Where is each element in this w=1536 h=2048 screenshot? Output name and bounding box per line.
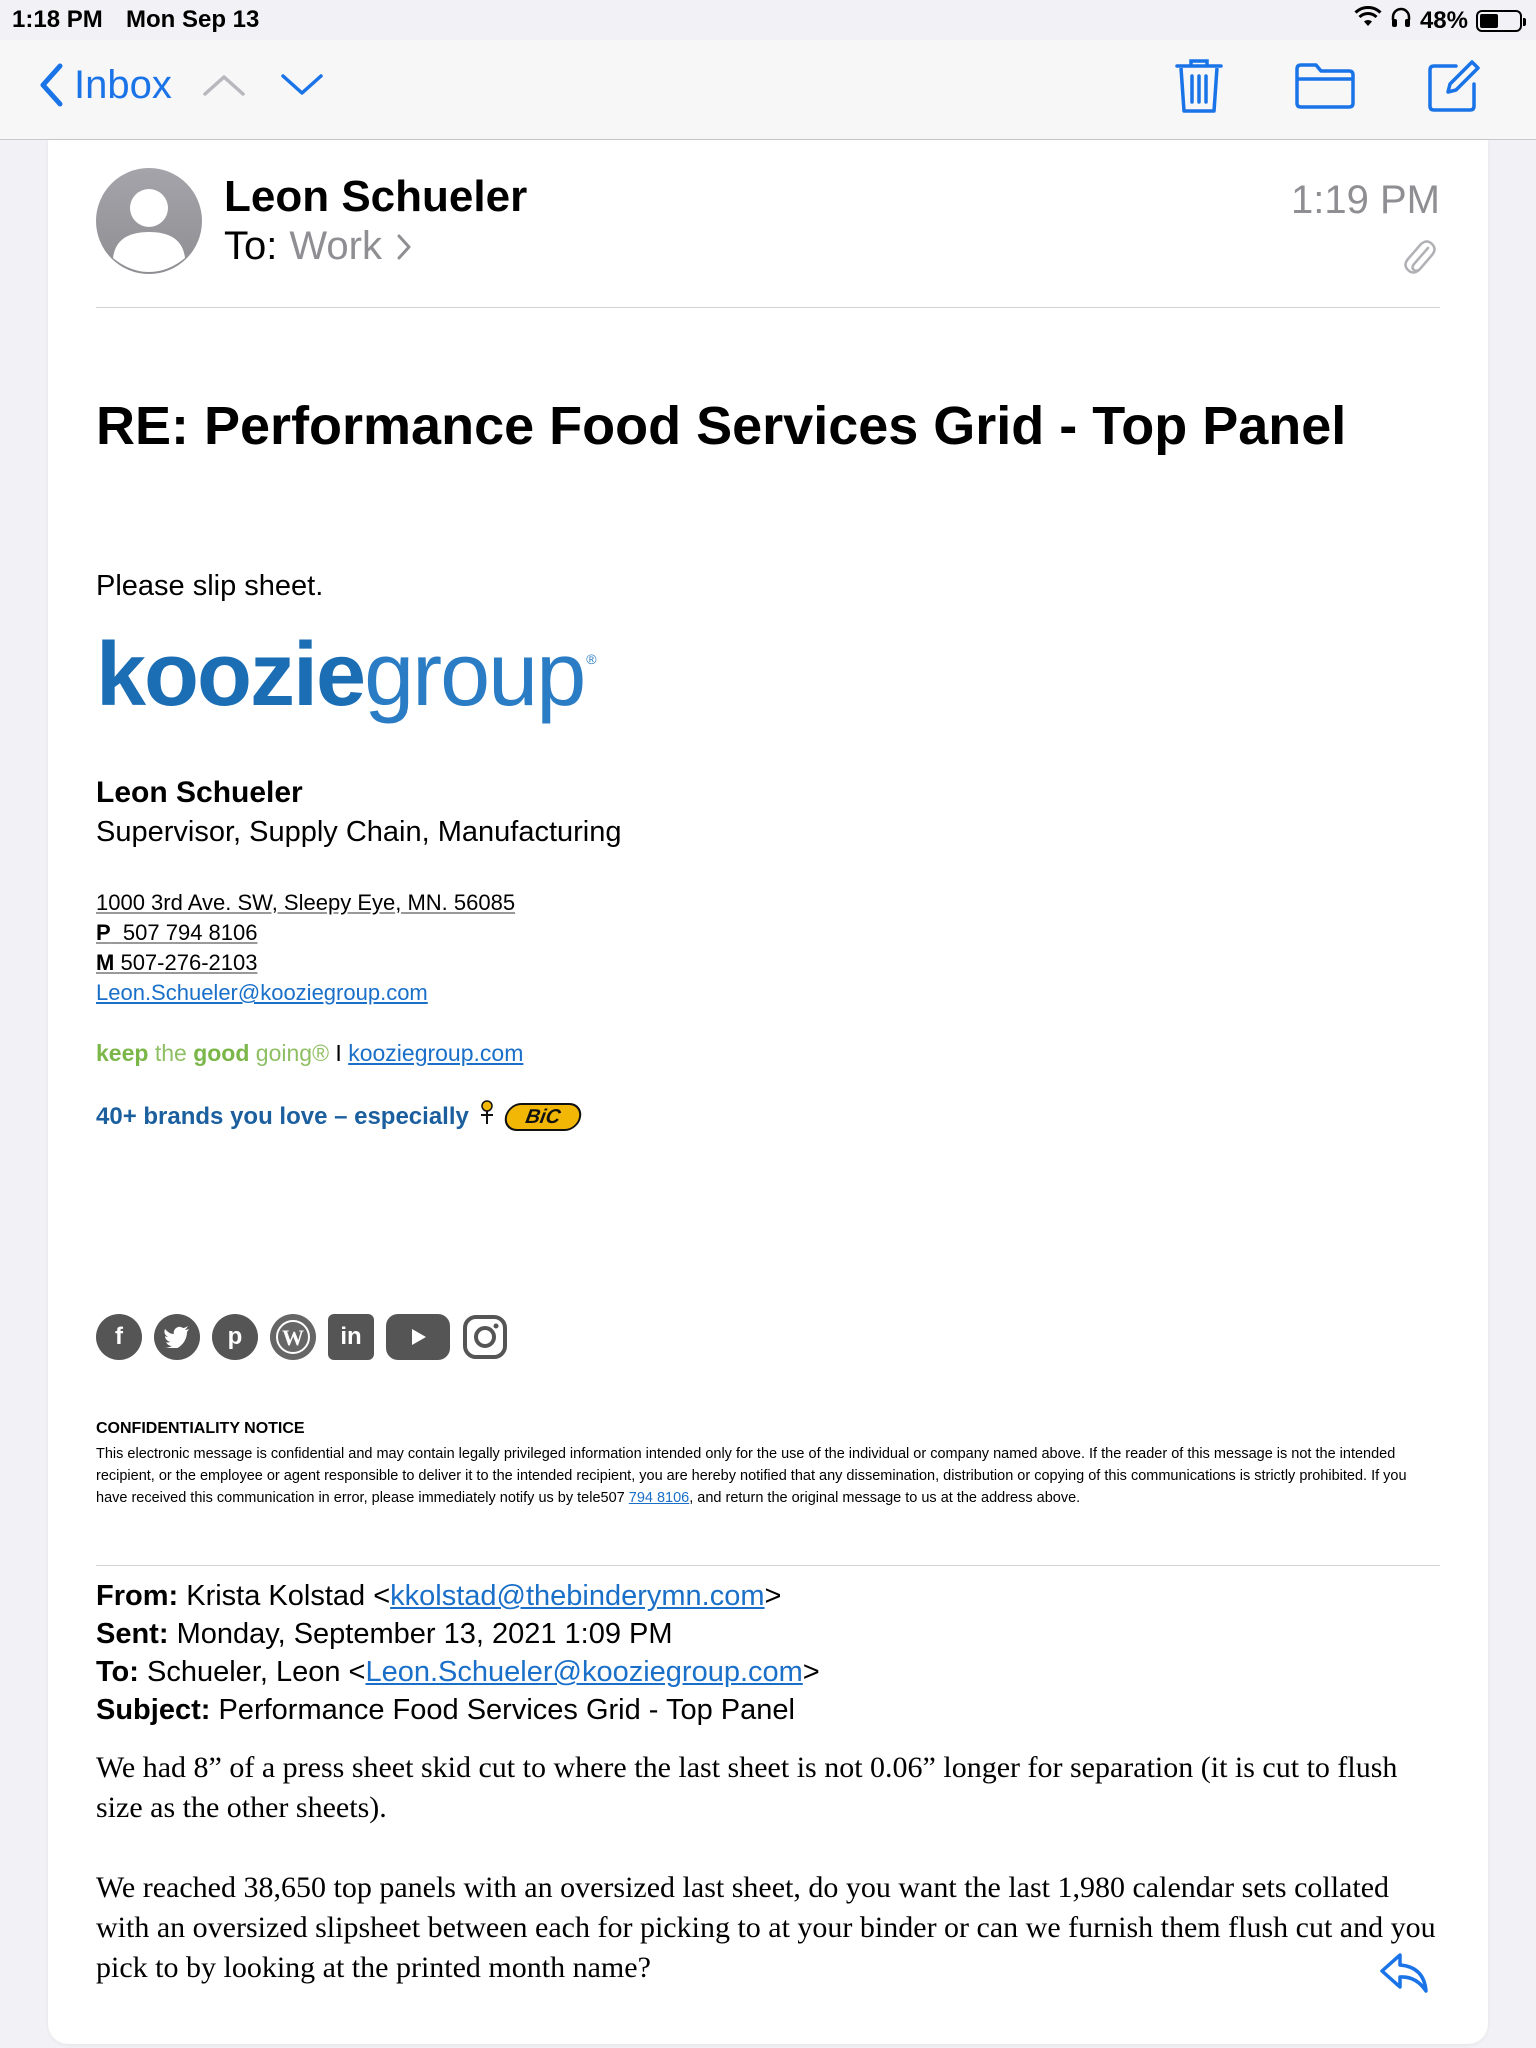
- person-icon: [96, 168, 202, 274]
- nav-actions: [1174, 56, 1482, 116]
- forwarded-to: To: Schueler, Leon <Leon.Schueler@kooziegroup.com>: [96, 1656, 820, 1688]
- pinterest-icon[interactable]: p: [212, 1314, 258, 1360]
- recipient-value: Work: [289, 224, 382, 268]
- greeting-text: Please slip sheet.: [96, 570, 324, 602]
- forwarded-paragraph-1: We had 8” of a press sheet skid cut to where the last sheet is not 0.06” longer for separation (it is cut to flush size as the other sheets).: [96, 1751, 1398, 1824]
- to-email-link[interactable]: Leon.Schueler@kooziegroup.com: [365, 1656, 803, 1688]
- previous-message-button[interactable]: [202, 72, 246, 98]
- headphones-icon: [1390, 6, 1412, 35]
- message-time: 1:19 PM: [1291, 178, 1440, 222]
- trash-icon: [1174, 56, 1224, 116]
- to-label: To:: [224, 224, 278, 268]
- signature-mobile[interactable]: M 507-276-2103: [96, 950, 258, 975]
- battery-icon: [1476, 10, 1522, 32]
- website-link[interactable]: kooziegroup.com: [348, 1040, 524, 1066]
- twitter-icon[interactable]: [154, 1314, 200, 1360]
- brands-banner[interactable]: 40+ brands you love – especially BiC: [96, 1100, 581, 1133]
- back-button[interactable]: [38, 62, 172, 108]
- bic-boy-icon: [477, 1100, 497, 1133]
- chevron-right-icon: [396, 233, 412, 261]
- battery-percent: 48%: [1419, 6, 1468, 34]
- recipient-line: [224, 224, 412, 269]
- sender-name[interactable]: Leon Schueler: [224, 172, 528, 221]
- forwarded-paragraph-2: We reached 38,650 top panels with an oversized last sheet, do you want the last 1,980 calendar sets collated with an oversized slipsheet between each for picking to at your binder or can we furnish them flush cut and you pick to by looking at the printed month name?: [96, 1871, 1436, 1984]
- signature-title: Supervisor, Supply Chain, Manufacturing: [96, 816, 622, 848]
- nav-left: [38, 62, 324, 108]
- reply-button[interactable]: [1378, 1951, 1430, 2000]
- status-time: 1:18 PM: [12, 6, 103, 33]
- paperclip-icon: [1402, 236, 1436, 281]
- kooziegroup-logo: kooziegroup ®: [96, 625, 595, 725]
- next-message-button[interactable]: [280, 72, 324, 98]
- youtube-icon[interactable]: [386, 1314, 450, 1360]
- forwarded-sent: Sent: Monday, September 13, 2021 1:09 PM: [96, 1618, 673, 1650]
- compose-button[interactable]: [1426, 58, 1482, 114]
- message-arrows: [202, 72, 324, 98]
- notice-phone-link[interactable]: 794 8106: [628, 1490, 690, 1506]
- confidentiality-title: CONFIDENTIALITY NOTICE: [96, 1420, 305, 1437]
- signature-email-link[interactable]: Leon.Schueler@kooziegroup.com: [96, 980, 428, 1005]
- tagline: keep the good going® I kooziegroup.com: [96, 1040, 524, 1066]
- linkedin-icon[interactable]: in: [328, 1314, 374, 1360]
- compose-icon: [1426, 58, 1482, 114]
- status-date: Mon Sep 13: [126, 6, 260, 33]
- reply-icon: [1378, 1951, 1430, 1995]
- message-card: [48, 140, 1488, 2044]
- forwarded-subject: Subject: Performance Food Services Grid - Top Panel: [96, 1694, 795, 1726]
- message-header: [96, 154, 1440, 308]
- bic-logo: BiC: [502, 1103, 583, 1131]
- wifi-icon: [1354, 6, 1382, 35]
- move-to-folder-button[interactable]: [1294, 61, 1356, 111]
- from-email-link[interactable]: kkolstad@thebinderymn.com: [390, 1580, 765, 1612]
- quoted-divider: [96, 1565, 1440, 1566]
- avatar[interactable]: [96, 168, 202, 274]
- signature-name: Leon Schueler: [96, 776, 303, 809]
- status-right: [1354, 6, 1522, 35]
- svg-text:W: W: [282, 1325, 304, 1350]
- forwarded-from: From: Krista Kolstad <kkolstad@thebinderymn.com>: [96, 1580, 782, 1612]
- instagram-icon[interactable]: [462, 1314, 508, 1360]
- message-subject: RE: Performance Food Services Grid - Top Panel: [96, 396, 1347, 456]
- facebook-icon[interactable]: f: [96, 1314, 142, 1360]
- confidentiality-text: This electronic message is confidential and may contain legally privileged information intended only for the use of the individual or company named above. If the reader of this message is not the intended recipient, or the employee or agent responsible to deliver it to the intended recipient, you are hereby notified that any dissemination, distribution or copying of this communications is strictly prohibited. If you have received this communication in error, please immediately notify us by tele507 794 8106, and return the original message to us at the address above.: [96, 1446, 1407, 1506]
- status-bar: [0, 0, 1536, 40]
- signature-phone[interactable]: P 507 794 8106: [96, 920, 258, 945]
- chevron-left-icon: [38, 62, 64, 108]
- chevron-down-icon: [280, 72, 324, 98]
- chevron-up-icon: [202, 72, 246, 98]
- trash-button[interactable]: [1174, 56, 1224, 116]
- nav-bar: [0, 40, 1536, 140]
- signature-address[interactable]: 1000 3rd Ave. SW, Sleepy Eye, MN. 56085: [96, 890, 516, 915]
- social-links: [96, 1314, 508, 1360]
- back-label: Inbox: [74, 62, 172, 107]
- wordpress-icon[interactable]: [270, 1314, 316, 1360]
- recipient-details-button[interactable]: [289, 224, 412, 269]
- folder-icon: [1294, 61, 1356, 111]
